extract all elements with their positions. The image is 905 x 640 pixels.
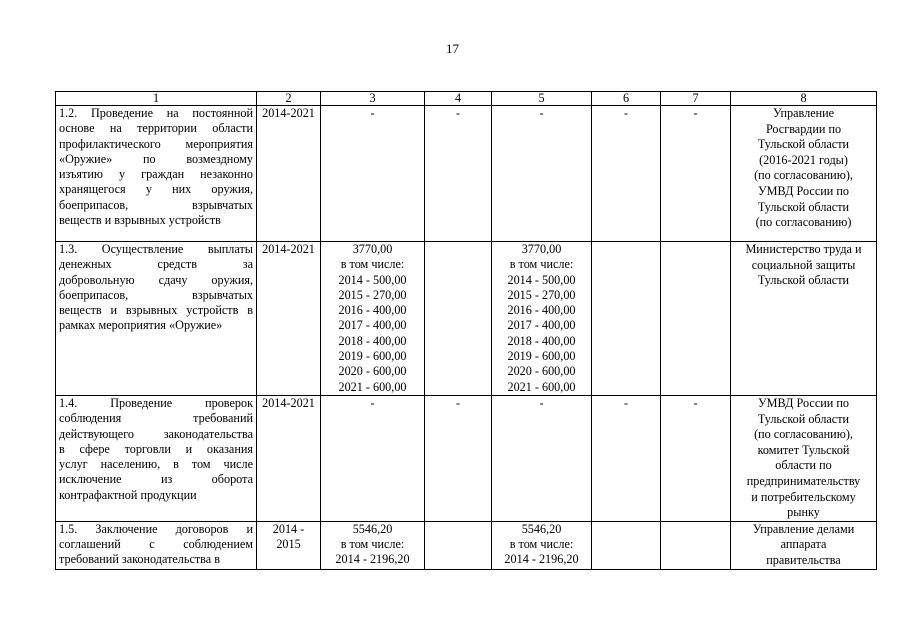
measure-name-line: основе на территории области (59, 121, 253, 136)
measure-name-line: изъятию у граждан незаконно (59, 167, 253, 182)
program-table (55, 91, 877, 570)
table-row (56, 106, 877, 242)
other-funding-cell: - (661, 395, 731, 521)
total-funding-cell: - (321, 395, 425, 521)
measure-name-line: веществ и взрывных устройств (59, 213, 221, 228)
other-funding-cell: - (661, 106, 731, 242)
header-cell-2: 2 (257, 92, 321, 106)
federal-funding-cell: - (425, 395, 492, 521)
measure-name-line: соглашений с соблюдением (59, 537, 253, 552)
header-cell-4: 4 (425, 92, 492, 106)
table-row (56, 395, 877, 521)
measure-name-line: денежных средств за (59, 257, 253, 272)
measure-name-line: услуг населению, в том числе (59, 457, 253, 472)
period-cell: 2014-2021 (257, 106, 321, 242)
table-row (56, 242, 877, 396)
measure-name-cell (56, 521, 257, 569)
measure-name-line: боеприпасов, взрывчатых (59, 197, 253, 212)
measure-name-line: боеприпасов, взрывчатых (59, 287, 253, 302)
federal-funding-cell (425, 242, 492, 396)
total-funding-cell: 5546,20 в том числе: 2014 - 2196,20 (321, 521, 425, 569)
header-cell-3: 3 (321, 92, 425, 106)
federal-funding-cell: - (425, 106, 492, 242)
header-cell-8: 8 (731, 92, 877, 106)
measure-name-cell (56, 242, 257, 396)
regional-funding-cell: - (492, 106, 592, 242)
header-cell-7: 7 (661, 92, 731, 106)
measure-name-line: 1.2. Проведение на постоянной (59, 106, 253, 120)
other-funding-cell (661, 521, 731, 569)
measure-name-line: исключение из оборота (59, 472, 253, 487)
measure-name-line: добровольную сдачу оружия, (59, 272, 253, 287)
measure-name-line: «Оружие» по возмездному (59, 151, 253, 166)
page-number: 17 (446, 41, 459, 56)
measure-name-cell (56, 106, 257, 242)
measure-name-line: 1.3. Осуществление выплаты (59, 242, 253, 256)
measure-name-line: веществ и взрывных устройств в (59, 303, 253, 318)
local-funding-cell (592, 521, 661, 569)
measure-name-line: требований законодательства в (59, 552, 220, 567)
period-cell: 2014-2021 (257, 242, 321, 396)
responsible-cell: УМВД России по Тульской области (по согласованию), комитет Тульской области по предпринимательству и потребительскому рынку (731, 395, 877, 521)
measure-name-line: рамках мероприятия «Оружие» (59, 318, 223, 333)
measure-name-line: 1.4. Проведение проверок (59, 395, 253, 410)
header-cell-1: 1 (56, 92, 257, 106)
measure-name-line: профилактического мероприятия (59, 136, 253, 151)
total-funding-cell: 3770,00 в том числе: 2014 - 500,00 2015 - 270,00 2016 - 400,00 2017 - 400,00 2018 - 400,00 2019 - 600,00 2020 - 600,00 2021 - 600,00 (321, 242, 425, 396)
local-funding-cell: - (592, 106, 661, 242)
measure-name-line: в сфере торговли и оказания (59, 441, 253, 456)
other-funding-cell (661, 242, 731, 396)
regional-funding-cell: - (492, 395, 592, 521)
measure-name-line: контрафактной продукции (59, 487, 197, 502)
regional-funding-cell: 3770,00 в том числе: 2014 - 500,00 2015 - 270,00 2016 - 400,00 2017 - 400,00 2018 - 400,00 2019 - 600,00 2020 - 600,00 2021 - 600,00 (492, 242, 592, 396)
header-row (56, 92, 877, 106)
measure-name-line: 1.5. Заключение договоров и (59, 521, 253, 536)
responsible-cell: Управление Росгвардии по Тульской области (2016-2021 годы) (по согласованию), УМВД России по Тульской области (по согласованию) (731, 106, 877, 242)
measure-name-cell (56, 395, 257, 521)
federal-funding-cell (425, 521, 492, 569)
regional-funding-cell: 5546,20 в том числе: 2014 - 2196,20 (492, 521, 592, 569)
header-cell-5: 5 (492, 92, 592, 106)
responsible-cell: Министерство труда и социальной защиты Тульской области (731, 242, 877, 396)
measure-name-line: действующего законодательства (59, 426, 253, 441)
responsible-cell: Управление делами аппарата правительства (731, 521, 877, 569)
period-cell: 2014 - 2015 (257, 521, 321, 569)
measure-name-line: соблюдения требований (59, 411, 253, 426)
local-funding-cell: - (592, 395, 661, 521)
period-cell: 2014-2021 (257, 395, 321, 521)
table-row (56, 521, 877, 569)
total-funding-cell: - (321, 106, 425, 242)
measure-name-line: хранящегося у них оружия, (59, 182, 253, 197)
local-funding-cell (592, 242, 661, 396)
header-cell-6: 6 (592, 92, 661, 106)
